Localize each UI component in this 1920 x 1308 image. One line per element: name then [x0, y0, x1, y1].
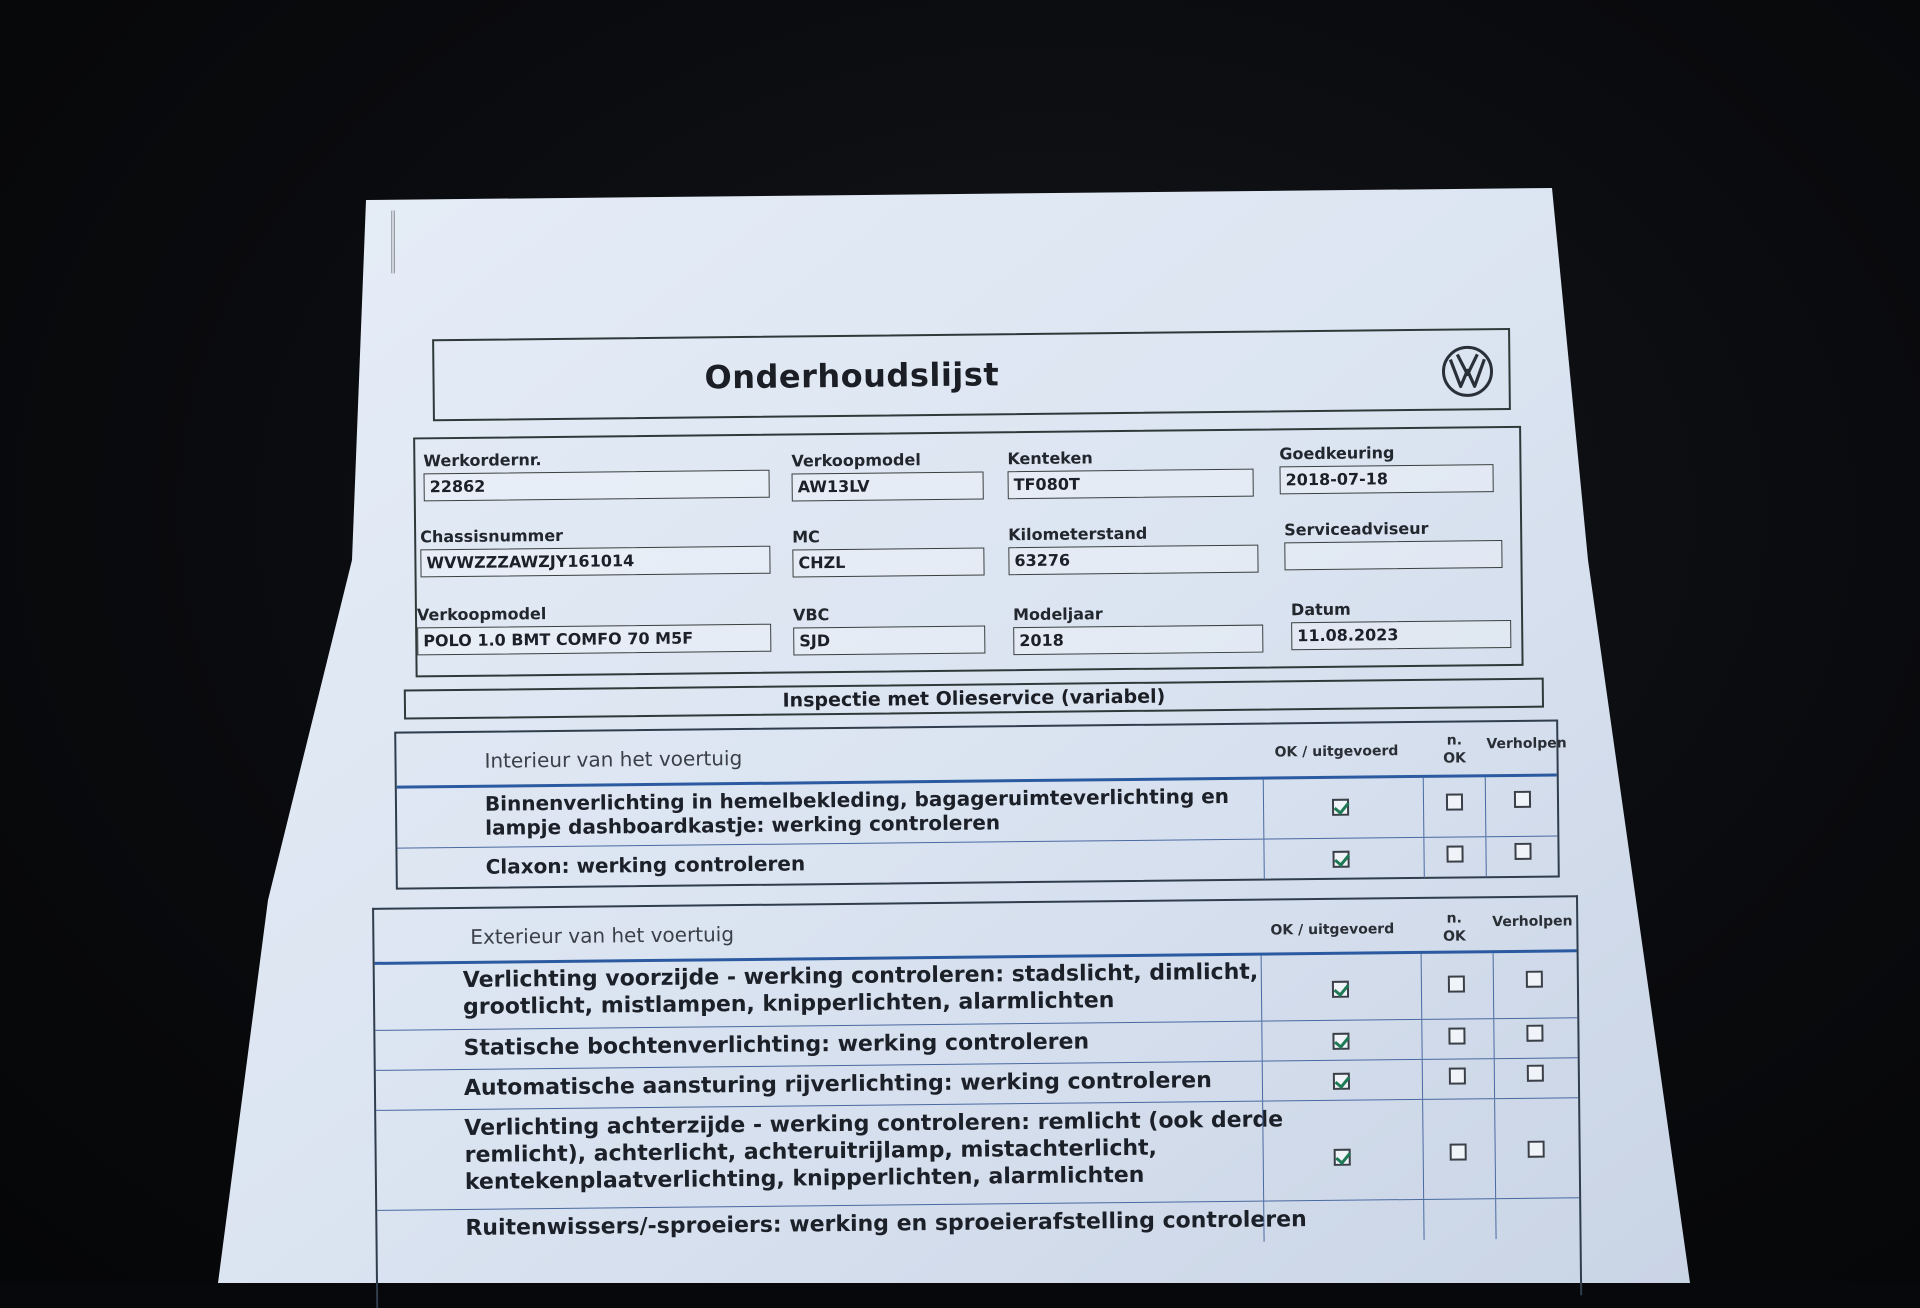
checkbox-verholpen[interactable] — [1528, 1141, 1545, 1158]
col-nok-header-line2: OK — [1442, 928, 1466, 945]
cell-verholpen — [1493, 952, 1583, 1018]
row-text: Claxon: werking controleren — [485, 851, 806, 879]
field-datum — [1291, 598, 1512, 650]
document-title: Onderhoudslijst — [704, 355, 1000, 397]
interieur-title: Interieur van het voertuig — [484, 746, 743, 773]
value-verkoopmodel: POLO 1.0 BMT COMFO 70 M5F — [417, 624, 771, 656]
row-text — [464, 1107, 1284, 1196]
cell-nok — [1422, 1059, 1495, 1099]
field-kilometerstand — [1008, 523, 1259, 576]
field-verkoopmodel-code — [791, 449, 984, 501]
checkbox-ok[interactable] — [1334, 1149, 1351, 1166]
row-text: Statische bochtenverlichting: werking controleren — [463, 1029, 1090, 1061]
cell-verholpen — [1495, 1198, 1584, 1239]
checkbox-ok[interactable] — [1332, 799, 1349, 816]
field-kenteken — [1007, 447, 1254, 500]
checkbox-ok[interactable] — [1332, 1033, 1349, 1050]
value-chassisnummer: WVWZZZAWZJY161014 — [420, 546, 770, 578]
checkbox-verholpen[interactable] — [1514, 843, 1531, 860]
interieur-table — [394, 719, 1567, 889]
checkbox-nok[interactable] — [1446, 793, 1463, 810]
row-text: Ruitenwissers/-sproeiers: werking en sproeierafstelling controleren — [465, 1207, 1307, 1241]
checkbox-verholpen[interactable] — [1526, 971, 1543, 988]
label-datum: Datum — [1290, 599, 1351, 620]
label-vbc: VBC — [792, 605, 830, 625]
label-verkoopmodel: Verkoopmodel — [416, 604, 547, 625]
label-verkoopmodel-code: Verkoopmodel — [791, 450, 921, 471]
checkbox-verholpen[interactable] — [1526, 1025, 1543, 1042]
table-row — [375, 952, 1578, 1031]
field-vbc — [793, 603, 986, 655]
row-text-line: grootlicht, mistlampen, knipperlichten, alarmlichten — [462, 987, 1115, 1020]
cell-nok — [1423, 837, 1486, 878]
checkbox-nok[interactable] — [1446, 845, 1463, 862]
value-kilometerstand: 63276 — [1008, 545, 1258, 576]
cell-ok — [1263, 838, 1424, 880]
col-nok-header-line1: n. — [1446, 910, 1462, 927]
cell-nok — [1422, 1099, 1496, 1199]
field-goedkeuring — [1279, 442, 1494, 494]
cell-verholpen — [1494, 1058, 1583, 1098]
label-serviceadviseur: Serviceadviseur — [1284, 518, 1429, 540]
label-kenteken: Kenteken — [1007, 448, 1093, 469]
table-row — [376, 1098, 1579, 1211]
field-chassisnummer — [420, 524, 771, 578]
title-box — [432, 328, 1511, 421]
checkbox-ok[interactable] — [1332, 981, 1349, 998]
checkbox-verholpen[interactable] — [1527, 1065, 1544, 1082]
value-modeljaar: 2018 — [1013, 625, 1263, 656]
value-verkoopmodel-code: AW13LV — [792, 471, 984, 501]
row-text-line: Binnenverlichting in hemelbekleding, bagageruimteverlichting en — [484, 783, 1230, 816]
cell-verholpen — [1493, 1018, 1582, 1058]
label-modeljaar: Modeljaar — [1012, 604, 1103, 625]
value-mc: CHZL — [792, 547, 984, 577]
exterieur-table — [372, 895, 1582, 1308]
checkbox-ok[interactable] — [1333, 851, 1350, 868]
field-modeljaar — [1013, 603, 1264, 656]
field-werkordernr — [423, 448, 770, 502]
staple — [391, 210, 395, 274]
checkbox-nok[interactable] — [1450, 1143, 1467, 1160]
col-verholpen-header: Verholpen — [1486, 735, 1567, 753]
row-text-line: Verlichting voorzijde - werking controleren: stadslicht, dimlicht, — [462, 959, 1259, 993]
label-kilometerstand: Kilometerstand — [1008, 523, 1148, 545]
field-verkoopmodel — [417, 602, 772, 656]
cell-ok — [1261, 954, 1423, 1021]
value-datum: 11.08.2023 — [1291, 620, 1511, 650]
cell-verholpen — [1494, 1098, 1584, 1198]
section-title: Inspectie met Olieservice (variabel) — [404, 678, 1544, 720]
value-kenteken: TF080T — [1008, 469, 1254, 500]
row-text: Automatische aansturing rijverlichting: werking controleren — [463, 1068, 1212, 1101]
value-vbc: SJD — [793, 625, 985, 655]
cell-ok — [1261, 1020, 1422, 1061]
checkbox-verholpen[interactable] — [1514, 791, 1531, 808]
row-text — [463, 960, 1259, 1022]
checkbox-ok[interactable] — [1333, 1073, 1350, 1090]
col-nok-header-line2: OK — [1443, 750, 1467, 767]
cell-nok — [1423, 777, 1487, 837]
vehicle-info-box — [413, 426, 1523, 678]
cell-nok — [1421, 1019, 1494, 1059]
field-serviceadviseur — [1284, 518, 1503, 570]
cell-ok — [1262, 1060, 1423, 1101]
row-text-line: remlicht), achterlicht, achteruitrijlamp, mistachterlicht, — [464, 1135, 1158, 1168]
col-nok-header-line1: n. — [1446, 732, 1463, 749]
value-serviceadviseur — [1284, 540, 1502, 570]
cell-nok — [1421, 953, 1495, 1019]
field-mc — [792, 525, 985, 577]
cell-nok — [1423, 1199, 1496, 1240]
exterieur-title: Exterieur van het voertuig — [470, 922, 735, 949]
cell-verholpen — [1485, 836, 1562, 877]
checkbox-nok[interactable] — [1448, 975, 1465, 992]
label-chassisnummer: Chassisnummer — [420, 525, 564, 547]
label-werkordernr: Werkordernr. — [423, 450, 542, 471]
cell-ok — [1263, 1200, 1424, 1242]
cell-ok — [1262, 1100, 1424, 1201]
label-goedkeuring: Goedkeuring — [1279, 443, 1395, 464]
col-ok-header: OK / uitgevoerd — [1270, 921, 1395, 939]
cell-ok — [1263, 778, 1425, 839]
checkbox-nok[interactable] — [1448, 1027, 1465, 1044]
checkbox-nok[interactable] — [1449, 1067, 1466, 1084]
row-text-line: lampje dashboardkastje: werking controleren — [485, 810, 1001, 841]
row-text-line: kentekenplaatverlichting, knipperlichten, alarmlichten — [464, 1162, 1145, 1195]
cell-verholpen — [1485, 776, 1563, 836]
value-werkordernr: 22862 — [424, 470, 770, 502]
col-ok-header: OK / uitgevoerd — [1274, 743, 1399, 761]
col-verholpen-header: Verholpen — [1492, 913, 1573, 931]
vw-logo-icon — [1440, 344, 1495, 399]
row-text-line: Verlichting achterzijde - werking controleren: remlicht (ook derde — [464, 1107, 1284, 1141]
row-text — [485, 784, 1230, 841]
value-goedkeuring: 2018-07-18 — [1279, 464, 1493, 494]
label-mc: MC — [792, 527, 820, 547]
